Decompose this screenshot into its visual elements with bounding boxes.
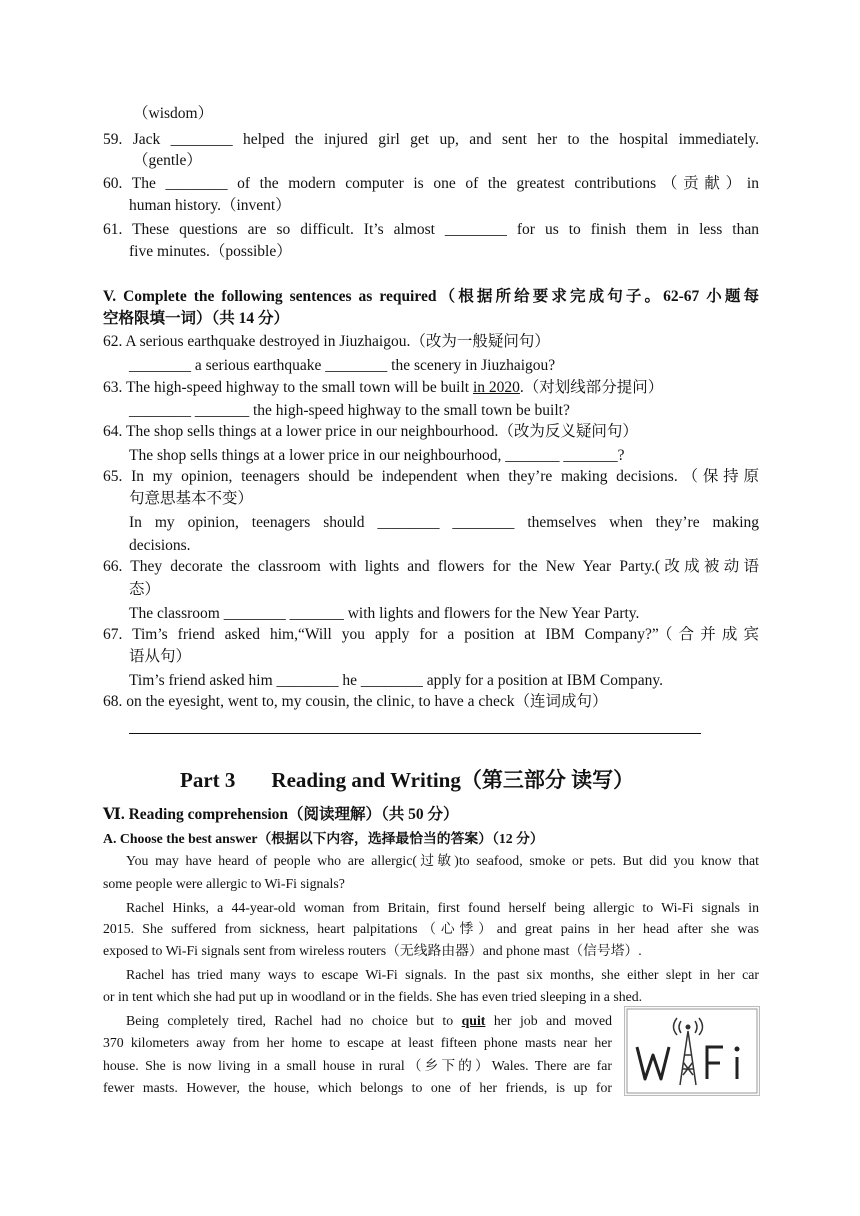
question-66: 66. They decorate the classroom with lights and flowers for the New Year Party.(改成被动语 xyxy=(103,558,759,575)
q58-hint: （wisdom） xyxy=(133,105,214,122)
question-61: 61. These questions are so difficult. It’s almost ________ for us to finish them in less than xyxy=(103,221,759,238)
part-3-heading xyxy=(180,766,634,794)
question-68: 68. on the eyesight, went to, my cousin, the clinic, to have a check（连词成句） xyxy=(103,693,608,710)
passage-p4-line3: house. She is now living in a small house in rural（乡下的）Wales. There are far xyxy=(103,1058,612,1073)
question-62-answer-line: ________ a serious earthquake ________ the scenery in Jiuzhaigou? xyxy=(129,357,556,374)
passage-p2-line2: 2015. She suffered from sickness, heart palpitations（心悸）and great pains in her head after she was xyxy=(103,921,759,936)
section-5-title: V. Complete the following sentences as required（根据所给要求完成句子。62-67 小题每 xyxy=(103,288,759,305)
passage-p1-line2: some people were allergic to Wi-Fi signals? xyxy=(103,876,345,891)
passage-p3-line2: or in tent which she had put up in woodland or in the fields. She has even tried sleeping in a shed. xyxy=(103,989,643,1004)
question-67-cont: 语从句） xyxy=(129,648,192,665)
question-65-answer-line: In my opinion, teenagers should ________ ________ themselves when they’re making xyxy=(129,514,759,531)
wifi-tower-icon xyxy=(625,1007,759,1095)
question-60: 60. The ________ of the modern computer is one of the greatest contributions（贡献）in xyxy=(103,175,759,192)
question-63-instruction: .（对划线部分提问） xyxy=(519,379,664,396)
question-66-cont: 态） xyxy=(129,581,161,598)
question-59: 59. Jack ________ helped the injured girl get up, and sent her to the hospital immediately. xyxy=(103,131,759,148)
question-67-answer-line: Tim’s friend asked him ________ he ________ apply for a position at IBM Company. xyxy=(129,672,663,689)
part-3-title: Reading and Writing（第三部分 读写） xyxy=(271,768,635,792)
question-62: 62. A serious earthquake destroyed in Jiuzhaigou.（改为一般疑问句） xyxy=(103,333,550,350)
question-67: 67. Tim’s friend asked him,“Will you apply for a position at IBM Company?”（合并成宾 xyxy=(103,626,759,643)
question-65-answer-cont: decisions. xyxy=(129,537,191,554)
question-63-text: 63. The high-speed highway to the small town will be built xyxy=(103,379,473,396)
question-66-answer-line: The classroom ________ _______ with lights and flowers for the New Year Party. xyxy=(129,605,640,622)
passage-p2-line3: exposed to Wi-Fi signals sent from wireless routers（无线路由器）and phone mast（信号塔）. xyxy=(103,943,642,958)
passage-p4-line1 xyxy=(126,1011,612,1031)
passage-p4-line4: fewer masts. However, the house, which belongs to one of her friends, is up for xyxy=(103,1080,612,1095)
question-61-cont: five minutes.（possible） xyxy=(129,243,292,260)
question-63-underlined: in 2020 xyxy=(472,379,520,396)
question-65: 65. In my opinion, teenagers should be independent when they’re making decisions.（保持原 xyxy=(103,468,759,485)
question-63 xyxy=(103,378,663,398)
passage-p4-line2: 370 kilometers away from her home to escape at least fifteen phone masts near her xyxy=(103,1035,612,1050)
wifi-image xyxy=(624,1006,760,1096)
passage-p4-pre: Being completely tired, Rachel had no choice but to xyxy=(126,1013,462,1028)
section-a-title: A. Choose the best answer（根据以下内容，选择最恰当的答案）（12 分） xyxy=(103,831,544,846)
passage-keyword-quit: quit xyxy=(461,1013,486,1028)
question-64: 64. The shop sells things at a lower price in our neighbourhood.（改为反义疑问句） xyxy=(103,423,638,440)
section-5-title-cont: 空格限填一词）（共 14 分） xyxy=(103,310,290,327)
question-63-answer-line: ________ _______ the high-speed highway to the small town be built? xyxy=(129,402,570,419)
passage-p4-post: her job and moved xyxy=(485,1013,613,1028)
question-64-answer-line: The shop sells things at a lower price in our neighbourhood, _______ _______? xyxy=(129,447,625,464)
question-59-hint: （gentle） xyxy=(133,152,202,169)
question-60-cont: human history.（invent） xyxy=(129,197,291,214)
question-65-cont: 句意思基本不变） xyxy=(129,490,254,507)
question-68-answer-line xyxy=(129,733,701,734)
passage-p2-line1: Rachel Hinks, a 44-year-old woman from Britain, first found herself being allergic to Wi-Fi signals in xyxy=(126,900,759,915)
passage-p1-line1: You may have heard of people who are allergic(过敏)to seafood, smoke or pets. But did you know that xyxy=(126,853,759,868)
part-3-label: Part 3 xyxy=(180,768,236,792)
passage-p3-line1: Rachel has tried many ways to escape Wi-Fi signals. In the past six months, she either slept in her car xyxy=(126,967,759,982)
section-6-title: Ⅵ. Reading comprehension（阅读理解）（共 50 分） xyxy=(103,806,459,823)
